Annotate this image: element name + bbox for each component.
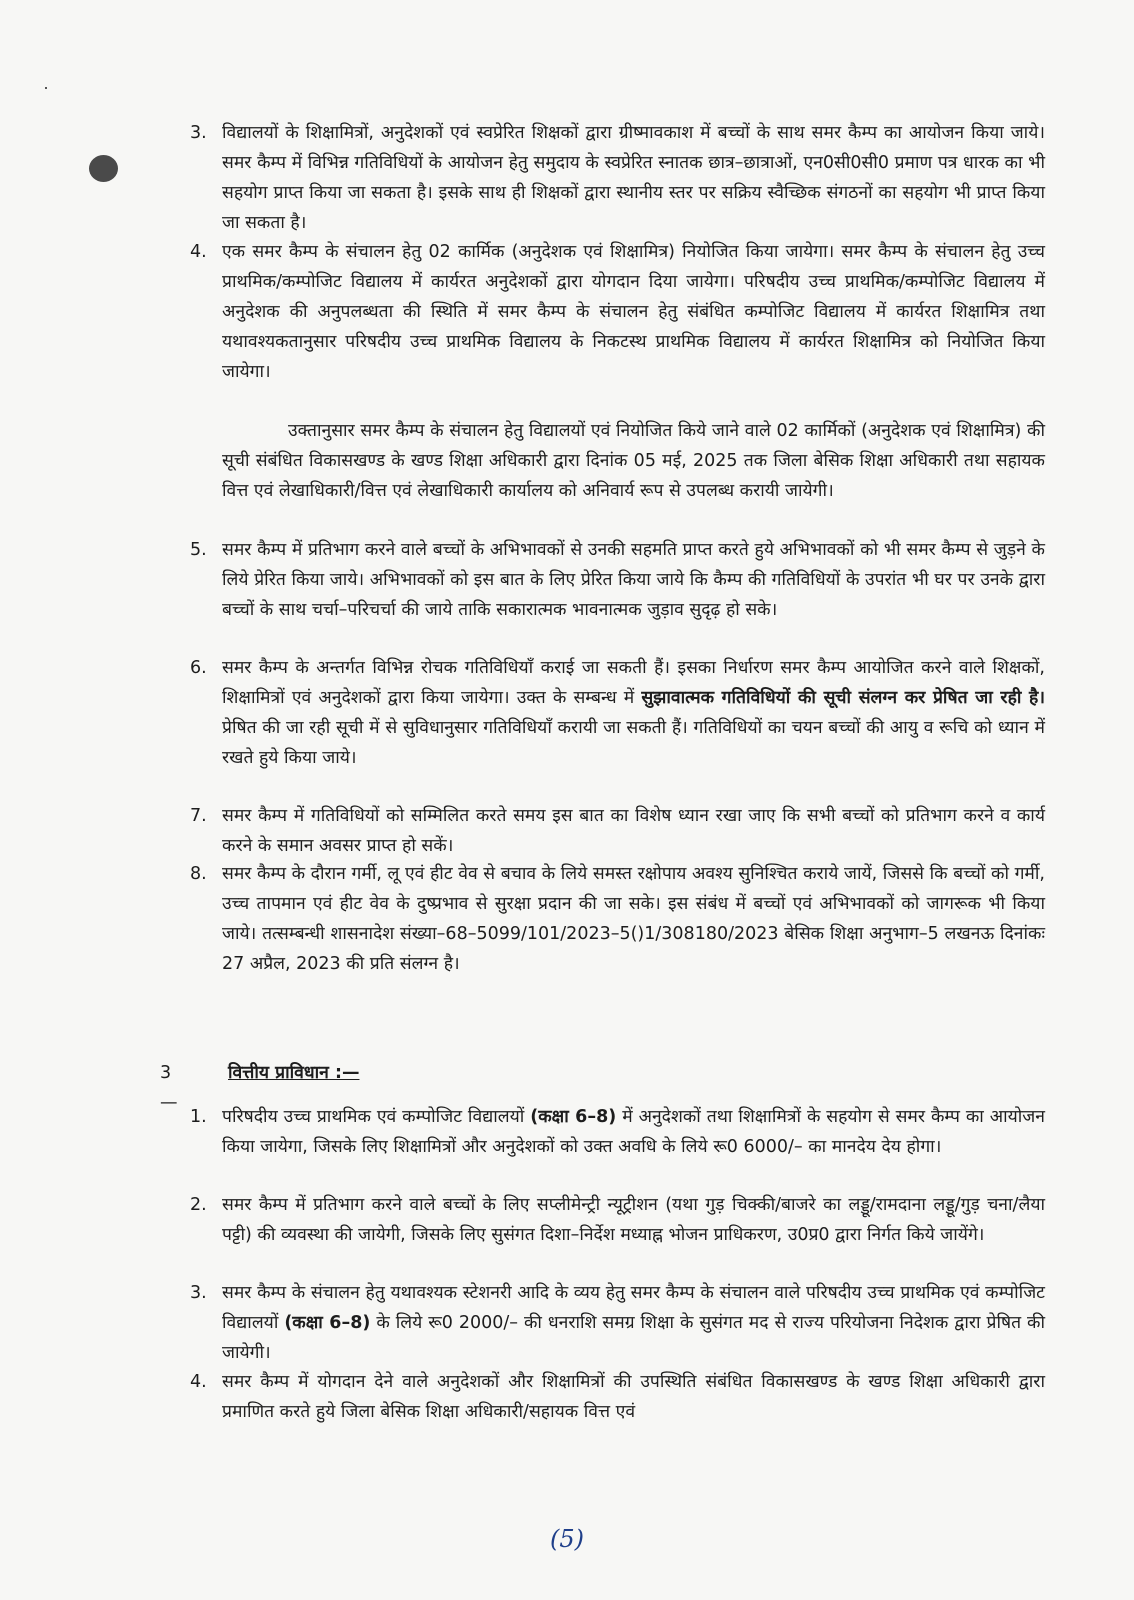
- item-text: [222, 1102, 1045, 1162]
- item-number: 3.: [190, 1283, 207, 1303]
- item-text: समर कैम्प में प्रतिभाग करने वाले बच्चों के अभिभावकों से उनकी सहमति प्राप्त करते हुये अभिभावकों को भी समर कैम्प से जुड़ने के लिये प्रेरित किया जाये। अभिभावकों को इस बात के लिए प्रेरित किया जाये कि कैम्प की गतिविधियों के उपरांत भी घर पर उनके द्वारा बच्चों के साथ चर्चा–परिचर्चा की जाये ताकि सकारात्मक भावनात्मक जुड़ाव सुदृढ़ हो सके।: [222, 540, 1045, 620]
- item-text: समर कैम्प के दौरान गर्मी, लू एवं हीट वेव से बचाव के लिये समस्त रक्षोपाय अवश्य सुनिश्चित कराये जायें, जिससे कि बच्चों को गर्मी, उच्च तापमान एवं हीट वेव के दुष्प्रभाव से सुरक्षा प्रदान की जा सके। इस संबंध में बच्चों एवं अभिभावकों को जागरूक भी किया जाये। तत्सम्बन्धी शासनादेश संख्या–68–5099/101/2023–5()1/308180/2023 बेसिक शिक्षा अनुभाग–5 लखनऊ दिनांकः 27 अप्रैल, 2023 की प्रति संलग्न है।: [222, 864, 1045, 974]
- item-number: 4.: [190, 1372, 207, 1392]
- item-text-pre: परिषदीय उच्च प्राथमिक एवं कम्पोजिट विद्यालयों: [222, 1107, 531, 1127]
- body-paragraph: उक्तानुसार समर कैम्प के संचालन हेतु विद्यालयों एवं नियोजित किये जाने वाले 02 कार्मिकों (अनुदेशक एवं शिक्षामित्र) की सूची संबंधित विकासखण्ड के खण्ड शिक्षा अधिकारी द्वारा दिनांक 05 मई, 2025 तक जिला बेसिक शिक्षा अधिकारी तथा सहायक वित्त एवं लेखाधिकारी/वित्त एवं लेखाधिकारी कार्यालय को अनिवार्य रूप से उपलब्ध करायी जायेगी।: [222, 421, 1045, 501]
- item-text-bold: (कक्षा 6–8): [284, 1313, 371, 1333]
- item-text-post: के लिये रू0 2000/– की धनराशि समग्र शिक्षा के सुसंगत मद से राज्य परियोजना निदेशक द्वारा प्रेषित की जायेगी।: [222, 1313, 1045, 1363]
- section-number: 3—: [160, 1063, 178, 1113]
- item-text-post: प्रेषित की जा रही सूची में से सुविधानुसार गतिविधियाँ करायी जा सकती हैं। गतिविधियों का चयन बच्चों की आयु व रूचि को ध्यान में रखते हुये किया जाये।: [222, 718, 1045, 768]
- item-text-pre: समर कैम्प के संचालन हेतु यथावश्यक स्टेशनरी आदि के व्यय हेतु समर कैम्प के संचालन वाले परिषदीय उच्च प्राथमिक एवं कम्पोजिट विद्यालयों: [222, 1283, 1045, 1333]
- item-number: 1.: [190, 1107, 207, 1127]
- scan-speck: [45, 87, 47, 89]
- item-number: 7.: [190, 806, 207, 826]
- item-number: 3.: [190, 123, 207, 143]
- item-text-post: में अनुदेशकों तथा शिक्षामित्रों के सहयोग से समर कैम्प का आयोजन किया जायेगा, जिसके लिए शिक्षामित्रों और अनुदेशकों को उक्त अवधि के लिये रू0 6000/– का मानदेय देय होगा।: [222, 1107, 1045, 1157]
- item-text-bold: सुझावात्मक गतिविधियों की सूची संलग्न कर प्रेषित जा रही है।: [641, 688, 1045, 708]
- item-text: [222, 653, 1045, 773]
- item-text: समर कैम्प में गतिविधियों को सम्मिलित करते समय इस बात का विशेष ध्यान रखा जाए कि सभी बच्चों को प्रतिभाग करने व कार्य करने के समान अवसर प्राप्त हो सकें।: [222, 806, 1045, 856]
- item-number: 4.: [190, 242, 207, 262]
- item-text: [222, 1278, 1045, 1368]
- item-number: 5.: [190, 540, 207, 560]
- item-text: समर कैम्प में प्रतिभाग करने वाले बच्चों के लिए सप्लीमेन्ट्री न्यूट्रीशन (यथा गुड़ चिक्की/बाजरे का लड्डू/रामदाना लड्डू/गुड़ चना/लैया पट्टी) की व्यवस्था की जायेगी, जिसके लिए सुसंगत दिशा–निर्देश मध्याह्न भोजन प्राधिकरण, उ0प्र0 द्वारा निर्गत किये जायेंगे।: [222, 1195, 1045, 1245]
- item-number: 6.: [190, 658, 207, 678]
- item-number: 8.: [190, 864, 207, 884]
- item-text: एक समर कैम्प के संचालन हेतु 02 कार्मिक (अनुदेशक एवं शिक्षामित्र) नियोजित किया जायेगा। समर कैम्प के संचालन हेतु उच्च प्राथमिक/कम्पोजिट विद्यालय में कार्यरत अनुदेशकों द्वारा योगदान दिया जायेगा। परिषदीय उच्च प्राथमिक/कम्पोजिट विद्यालय में अनुदेशक की अनुपलब्धता की स्थिति में समर कैम्प के संचालन हेतु संबंधित कम्पोजिट विद्यालय में कार्यरत शिक्षामित्र तथा यथावश्यकतानुसार परिषदीय उच्च प्राथमिक विद्यालय के निकटस्थ प्राथमिक विद्यालय में कार्यरत शिक्षामित्र को नियोजित किया जायेगा।: [222, 242, 1045, 382]
- item-text-bold: (कक्षा 6–8): [530, 1107, 617, 1127]
- item-text: समर कैम्प में योगदान देने वाले अनुदेशकों और शिक्षामित्रों की उपस्थिति संबंधित विकासखण्ड के खण्ड शिक्षा अधिकारी द्वारा प्रमाणित करते हुये जिला बेसिक शिक्षा अधिकारी/सहायक वित्त एवं: [222, 1372, 1045, 1422]
- page-number: (5): [550, 1525, 584, 1553]
- section-title: वित्तीय प्राविधान :—: [228, 1063, 360, 1083]
- punch-hole: [89, 155, 118, 182]
- item-text-pre: समर कैम्प के अन्तर्गत विभिन्न रोचक गतिविधियाँ कराई जा सकती हैं। इसका निर्धारण समर कैम्प आयोजित करने वाले शिक्षकों, शिक्षामित्रों एवं अनुदेशकों द्वारा किया जायेगा। उक्त के सम्बन्ध में: [222, 658, 1045, 708]
- item-number: 2.: [190, 1195, 207, 1215]
- item-text: विद्यालयों के शिक्षामित्रों, अनुदेशकों एवं स्वप्रेरित शिक्षकों द्वारा ग्रीष्मावकाश में बच्चों के साथ समर कैम्प का आयोजन किया जाये। समर कैम्प में विभिन्न गतिविधियों के आयोजन हेतु समुदाय के स्वप्रेरित स्नातक छात्र–छात्राओं, एन0सी0सी0 प्रमाण पत्र धारक का भी सहयोग प्राप्त किया जा सकता है। इसके साथ ही शिक्षकों द्वारा स्थानीय स्तर पर सक्रिय स्वैच्छिक संगठनों का सहयोग भी प्राप्त किया जा सकता है।: [222, 123, 1045, 233]
